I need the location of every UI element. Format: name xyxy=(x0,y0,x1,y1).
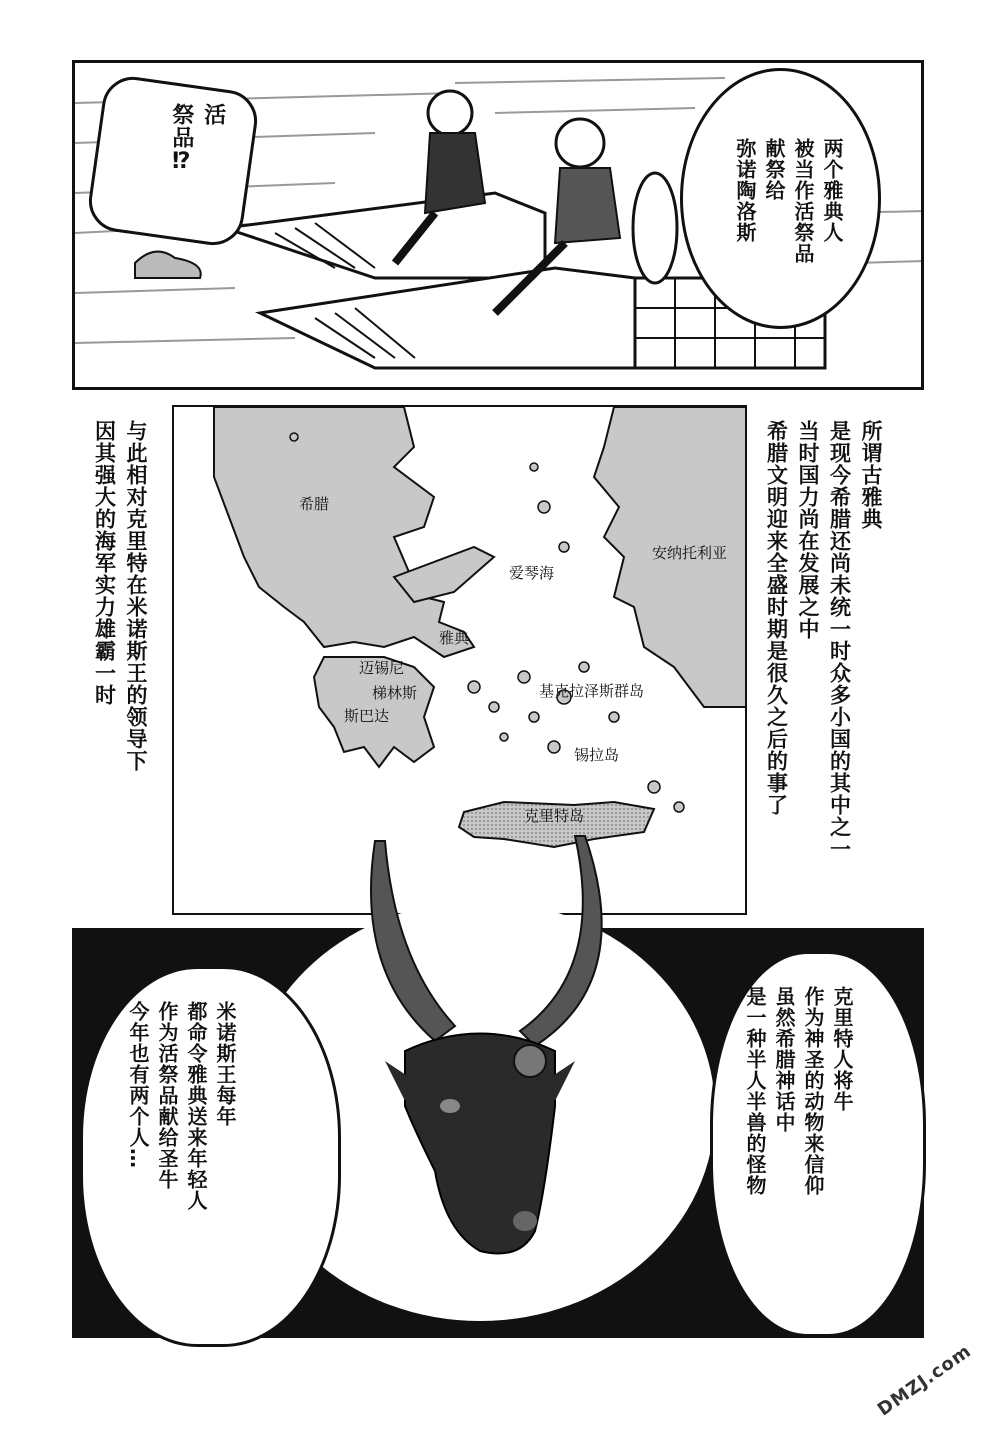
map-label-thera: 锡拉岛 xyxy=(574,746,620,764)
speech-text-right: 两个雅典人 被当作活祭品 献祭给 弥诺陶洛斯 xyxy=(733,138,844,264)
map-label-crete: 克里特岛 xyxy=(524,807,585,825)
map-label-tiryns: 梯林斯 xyxy=(372,684,418,702)
map-label-mycenae: 迈锡尼 xyxy=(359,659,405,677)
narration-right: 所谓古雅典 是现今希腊还尚未统一时众多小国的其中之一 当时国力尚在发展之中 希腊文明迎来全盛时期是很久之后的事了 xyxy=(764,420,883,860)
narration-left: 与此相对克里特在米诺斯王的领导下 因其强大的海军实力雄霸一时 xyxy=(92,420,148,772)
map-label-cyclades: 基克拉泽斯群岛 xyxy=(539,682,645,700)
panel-speeders xyxy=(72,60,924,390)
watermark-text: DMZJ.com xyxy=(873,1340,976,1421)
map-label-sparta: 斯巴达 xyxy=(344,707,390,725)
speech-text-bull-left: 米诺斯王每年 都命令雅典送来年轻人 作为活祭品献给圣牛 今年也有两个人… xyxy=(126,1001,237,1211)
map-label-greece: 希腊 xyxy=(299,495,330,513)
map-label-athens: 雅典 xyxy=(439,629,470,647)
aegean-map xyxy=(174,407,747,915)
watermark-logo xyxy=(874,1341,976,1421)
map-label-aegean: 爱琴海 xyxy=(509,564,555,582)
map-label-anatolia: 安纳托利亚 xyxy=(652,544,728,562)
panel-map xyxy=(172,405,747,915)
speech-text-bull-right: 克里特人将牛 作为神圣的动物来信仰 虽然希腊神话中 是一种半人半兽的怪物 xyxy=(743,986,854,1196)
speech-text-left: 活 祭品⁉ xyxy=(168,103,226,175)
panel-bull xyxy=(72,928,924,1338)
